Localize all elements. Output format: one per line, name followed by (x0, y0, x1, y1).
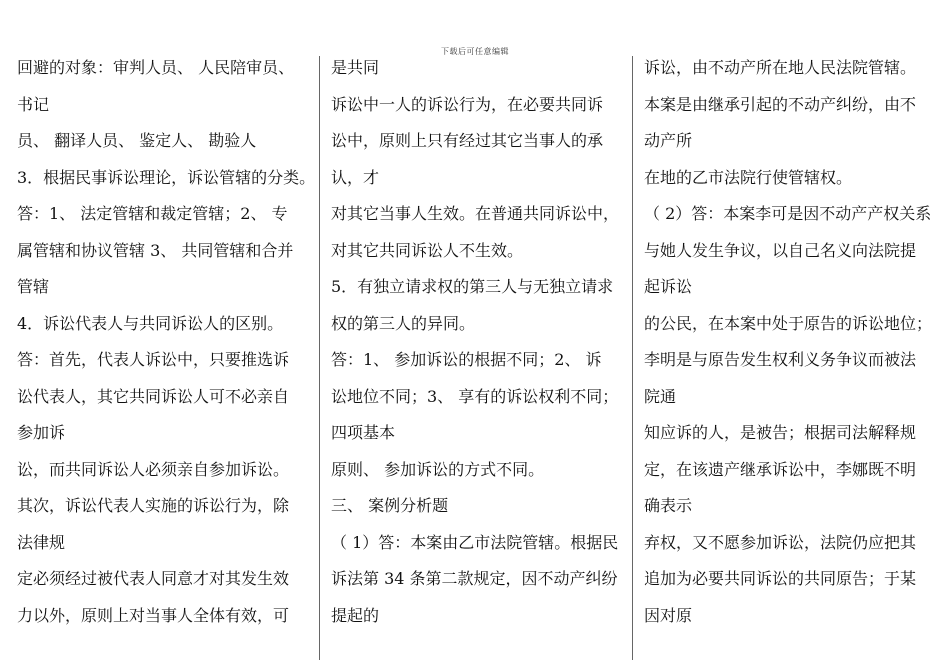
text-line: 讼代表人，其它共同诉讼人可不必亲自 (17, 386, 290, 406)
text-line: 答：1、 参加诉讼的根据不同；2、 诉 (331, 350, 602, 369)
text-line: 因对原 (644, 605, 693, 625)
text-line: 答：首先，代表人诉讼中，只要推选诉 (17, 350, 290, 369)
text-line: （ 1）答：本案由乙市法院管辖。根据民 (331, 532, 619, 552)
text-line: 诉法第 34 条第二款规定，因不动产纠纷 (331, 569, 618, 588)
text-line: 原则、 参加诉讼的方式不同。 (331, 459, 545, 479)
text-line: 4．诉讼代表人与共同诉讼人的区别。 (17, 313, 284, 333)
text-line: 参加诉 (17, 423, 66, 442)
text-line: 讼中，原则上只有经过其它当事人的承 (331, 131, 604, 150)
text-line: 四项基本 (331, 423, 396, 442)
text-line: 知应诉的人，是被告；根据司法解释规 (644, 423, 917, 442)
page-header-note: 下载后可任意编辑 (441, 47, 509, 56)
text-line: 5．有独立请求权的第三人与无独立请求 (331, 277, 614, 296)
text-line: 定，在该遗产继承诉讼中，李娜既不明 (644, 459, 917, 479)
text-line: 员、 翻译人员、 鉴定人、 勘验人 (17, 131, 257, 150)
text-line: 权的第三人的异同。 (331, 313, 476, 333)
text-line: 答：1、 法定管辖和裁定管辖；2、 专 (17, 204, 288, 223)
text-line: 讼地位不同；3、 享有的诉讼权利不同； (331, 386, 619, 406)
text-line: 确表示 (644, 496, 693, 515)
text-line: 讼，而共同诉讼人必须亲自参加诉讼。 (17, 459, 290, 479)
text-line: 力以外，原则上对当事人全体有效，可 (17, 605, 290, 625)
text-line: 诉讼中一人的诉讼行为，在必要共同诉 (331, 94, 604, 114)
text-line: 诉讼，由不动产所在地人民法院管辖。 (644, 58, 917, 77)
text-line: 动产所 (644, 131, 693, 150)
text-line: 与她人发生争议，以自己名义向法院提 (644, 240, 917, 260)
text-line: 在地的乙市法院行使管辖权。 (644, 167, 853, 187)
text-line: 书记 (17, 94, 50, 114)
text-line: 对其它共同诉讼人不生效。 (331, 240, 524, 260)
text-line: 院通 (644, 386, 677, 406)
text-line: 属管辖和协议管辖 3、 共同管辖和合并 (17, 240, 294, 260)
text-line: 追加为必要共同诉讼的共同原告；于某 (644, 569, 917, 588)
text-line: 定必须经过被代表人同意才对其发生效 (17, 569, 290, 588)
text-line: 3．根据民事诉讼理论，诉讼管辖的分类。 (17, 167, 316, 187)
text-line: 提起的 (331, 605, 380, 625)
text-line: 回避的对象：审判人员、 人民陪审员、 (17, 58, 295, 77)
text-column-middle (331, 50, 626, 672)
text-line: 三、 案例分析题 (331, 496, 449, 515)
text-column-right (644, 50, 940, 672)
text-line: 起诉讼 (644, 277, 693, 296)
text-line: 的公民，在本案中处于原告的诉讼地位； (644, 313, 933, 333)
text-line: 弃权，又不愿参加诉讼，法院仍应把其 (644, 532, 917, 552)
column-divider (632, 56, 633, 660)
column-divider (319, 56, 320, 660)
text-line: 对其它当事人生效。在普通共同诉讼中， (331, 204, 620, 223)
text-line: 认，才 (331, 167, 380, 187)
text-line: 管辖 (17, 277, 50, 296)
text-line: 其次，诉讼代表人实施的诉讼行为，除 (17, 496, 290, 515)
text-line: 法律规 (17, 532, 66, 552)
text-column-left (17, 50, 317, 672)
text-line: 李明是与原告发生权利义务争议而被法 (644, 350, 917, 369)
text-line: 是共同 (331, 58, 380, 77)
text-line: （ 2）答：本案李可是因不动产产权关系 (644, 204, 932, 223)
text-line: 本案是由继承引起的不动产纠纷，由不 (644, 94, 917, 114)
